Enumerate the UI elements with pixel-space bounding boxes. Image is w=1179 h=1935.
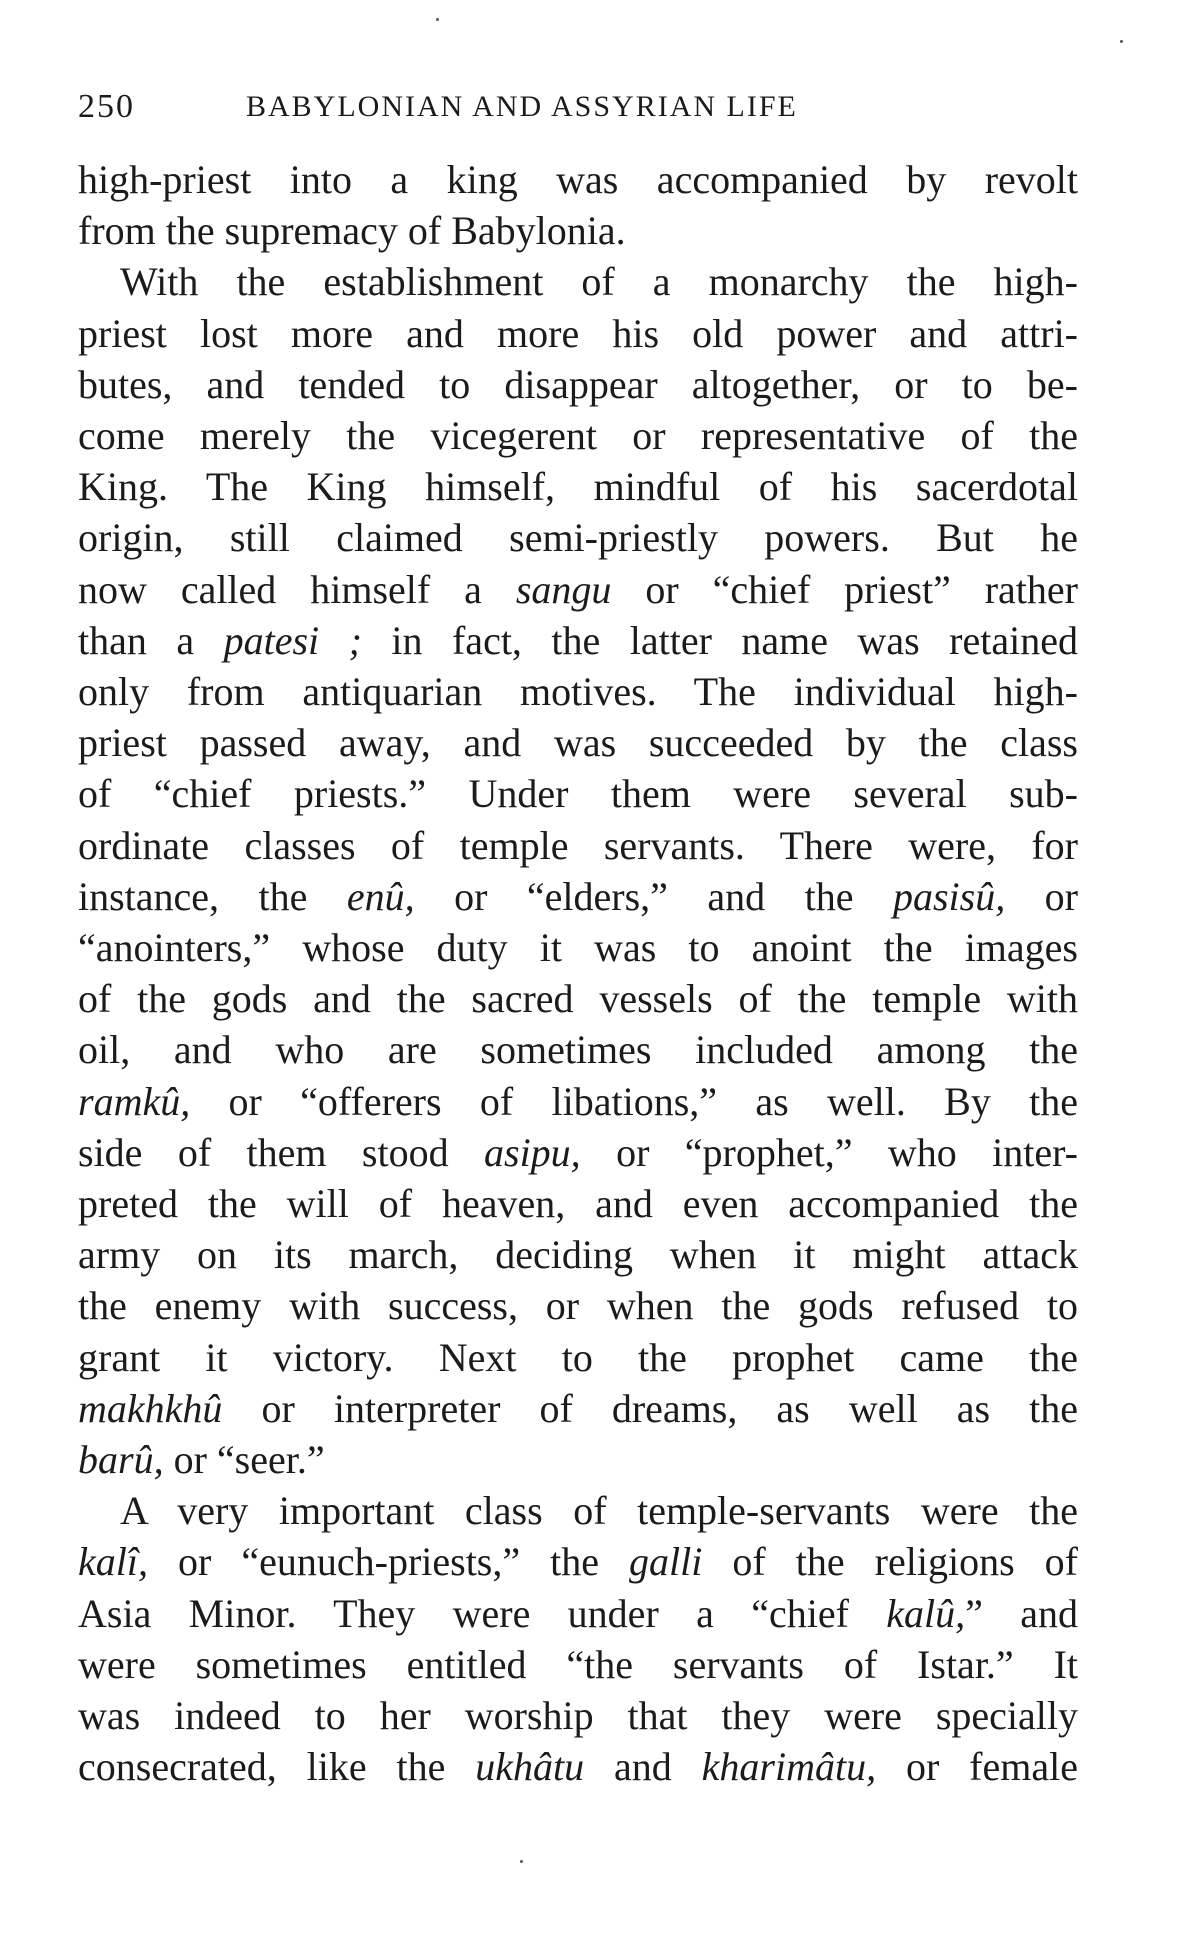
text-run: or “chief priest” rather (611, 566, 1078, 612)
text-run: A very important class of temple-servants were the (120, 1488, 1078, 1534)
text-run: was indeed to her worship that they were specially (78, 1693, 1078, 1739)
text-run: or female (876, 1744, 1078, 1790)
text-run: from the supremacy of Babylonia. (78, 208, 626, 254)
italic-term: kalû, (886, 1590, 966, 1636)
italic-term: kalî, (78, 1539, 148, 1585)
text-line (78, 717, 1078, 768)
text-line (78, 461, 1078, 512)
text-line (78, 922, 1078, 973)
text-line (78, 820, 1078, 871)
text-run: “anointers,” whose duty it was to anoint the images (78, 925, 1078, 971)
text-run: than a (78, 617, 224, 663)
scan-speck (1120, 40, 1123, 43)
text-run: were sometimes entitled “the servants of Istar.” It (78, 1641, 1078, 1687)
body-text (78, 154, 1078, 1793)
text-line (78, 1383, 1078, 1434)
text-run: preted the will of heaven, and even accompanied the (78, 1181, 1078, 1227)
text-run: come merely the vicegerent or representative of the (78, 413, 1078, 459)
text-run: ” and (965, 1590, 1078, 1636)
text-run: or “elders,” and the (414, 873, 893, 919)
text-line (78, 1229, 1078, 1280)
text-run: or “eunuch-priests,” the (147, 1539, 630, 1585)
text-run: of the gods and the sacred vessels of the temple with (78, 976, 1078, 1022)
text-line (78, 512, 1078, 563)
text-line (78, 1434, 1078, 1485)
text-line (78, 1178, 1078, 1229)
text-run: or “offerers of libations,” as well. By the (190, 1078, 1078, 1124)
text-run: oil, and who are sometimes included among the (78, 1027, 1078, 1073)
text-run: or “seer.” (163, 1437, 325, 1483)
italic-term: pasisû, (892, 873, 1006, 919)
italic-term: asipu, (484, 1129, 581, 1175)
text-run: the enemy with success, or when the gods refused to (78, 1283, 1078, 1329)
text-line (78, 154, 1078, 205)
text-run: consecrated, like the (78, 1744, 476, 1790)
text-line (78, 256, 1078, 307)
text-run: of the religions of (702, 1539, 1078, 1585)
page-header (78, 88, 1078, 148)
italic-term: ukhâtu (475, 1744, 585, 1790)
text-run: Asia Minor. They were under a “chief (78, 1590, 887, 1636)
text-run: of “chief priests.” Under them were several sub- (78, 771, 1078, 817)
scan-speck (520, 1860, 523, 1863)
text-line (78, 1639, 1078, 1690)
text-run: With the establishment of a monarchy the high- (120, 259, 1078, 305)
text-line (78, 666, 1078, 717)
text-run: or interpreter of dreams, as well as the (222, 1385, 1078, 1431)
italic-term: enû, (346, 873, 415, 919)
text-line (78, 615, 1078, 666)
italic-term: makhkhû (78, 1385, 223, 1431)
text-line (78, 1485, 1078, 1536)
text-run: now called himself a (78, 566, 516, 612)
text-run: army on its march, deciding when it might attack (78, 1232, 1078, 1278)
text-run: and (584, 1744, 702, 1790)
text-line (78, 1024, 1078, 1075)
text-line (78, 871, 1078, 922)
scan-speck (436, 18, 439, 21)
text-line (78, 308, 1078, 359)
text-run: King. The King himself, mindful of his sacerdotal (78, 464, 1078, 510)
text-line (78, 1741, 1078, 1792)
text-run: priest lost more and more his old power and attri- (78, 310, 1078, 356)
text-run: grant it victory. Next to the prophet came the (78, 1334, 1078, 1380)
italic-term: sangu (515, 566, 612, 612)
text-line (78, 768, 1078, 819)
text-line (78, 973, 1078, 1024)
text-line (78, 1076, 1078, 1127)
text-line (78, 1536, 1078, 1587)
text-run: origin, still claimed semi-priestly powers. But he (78, 515, 1078, 561)
text-run: or “prophet,” who inter- (580, 1129, 1078, 1175)
text-line (78, 1280, 1078, 1331)
text-run: in fact, the latter name was retained (361, 617, 1078, 663)
text-run: side of them stood (78, 1129, 484, 1175)
italic-term: kharimâtu, (701, 1744, 877, 1790)
text-line (78, 1690, 1078, 1741)
text-line (78, 1332, 1078, 1383)
text-run: priest passed away, and was succeeded by the class (78, 720, 1078, 766)
italic-term: patesi ; (223, 617, 362, 663)
text-run: only from antiquarian motives. The individual high- (78, 669, 1078, 715)
italic-term: galli (629, 1539, 703, 1585)
italic-term: barû, (78, 1437, 164, 1483)
text-run: high-priest into a king was accompanied by revolt (78, 157, 1078, 202)
text-run: ordinate classes of temple servants. There were, for (78, 822, 1078, 868)
running-head: BABYLONIAN AND ASSYRIAN LIFE (246, 90, 798, 123)
text-run: instance, the (78, 873, 347, 919)
page-number: 250 (78, 88, 135, 125)
text-run: butes, and tended to disappear altogether, or to be- (78, 361, 1078, 407)
text-line (78, 1588, 1078, 1639)
text-line (78, 410, 1078, 461)
text-line (78, 359, 1078, 410)
text-line (78, 1127, 1078, 1178)
text-line (78, 564, 1078, 615)
book-page (78, 88, 1078, 1793)
italic-term: ramkû, (78, 1078, 191, 1124)
text-run: or (1005, 873, 1078, 919)
text-line (78, 205, 1078, 256)
